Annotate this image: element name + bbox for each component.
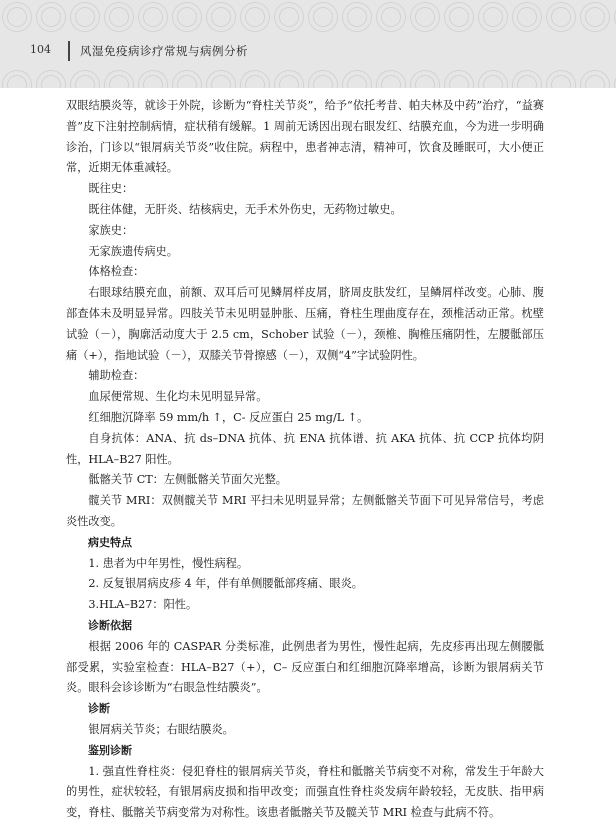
aux-sacroiliac-ct: 骶髂关节 CT：左侧骶髂关节面欠光整。 xyxy=(88,473,287,487)
aux-routine-tests: 血尿便常规、生化均未见明显异常。 xyxy=(88,390,268,404)
auxiliary-exam-heading: 辅助检查： xyxy=(88,369,145,383)
diagnosis-basis-text: 根据 2006 年的 CASPAR 分类标准，此例患者为男性，慢性起病，先皮疹再出现左侧腰骶部受累，实验室检查：HLA–B27（+），C– 反应蛋白和红细胞沉降率增高，诊断为银屑病关节炎。眼科会诊诊断为“右眼急性结膜炎”。 xyxy=(66,639,544,695)
aux-autoantibodies: 自身抗体：ANA、抗 ds–DNA 抗体、抗 ENA 抗体谱、抗 AKA 抗体、抗 CCP 抗体均阴性，HLA–B27 阳性。 xyxy=(66,431,544,466)
diagnosis-heading: 诊断 xyxy=(88,702,110,716)
diagnosis-text: 银屑病关节炎；右眼结膜炎。 xyxy=(88,722,234,736)
aux-hip-mri: 髋关节 MRI：双侧髋关节 MRI 平扫未见明显异常；左侧骶髂关节面下可见异常信号，考虑炎性改变。 xyxy=(66,494,544,528)
family-history-heading: 家族史： xyxy=(88,223,134,237)
page-body xyxy=(66,96,544,824)
book-title: 风湿免疫病诊疗常规与病例分析 xyxy=(80,44,248,58)
feature-item-1: 1. 患者为中年男性，慢性病程。 xyxy=(88,556,249,570)
differential-heading: 鉴别诊断 xyxy=(88,743,132,757)
feature-item-3: 3.HLA–B27：阳性。 xyxy=(88,598,198,612)
history-continuation: 双眼结膜炎等，就诊于外院，诊断为“脊柱关节炎”，给予“依托考昔、帕夫林及中药”治疗，“益赛普”皮下注射控制病情，症状稍有缓解。1 周前无诱因出现右眼发红、结膜充血，今为进一步明确诊治，门诊以“银屑病关节炎”收住院。病程中，患者神志清，精神可，饮食及睡眠可，大小便正常，近期无体重减轻。 xyxy=(66,99,544,175)
diagnosis-basis-heading: 诊断依据 xyxy=(88,618,132,632)
feature-item-2: 2. 反复银屑病皮疹 4 年，伴有单侧腰骶部疼痛、眼炎。 xyxy=(88,577,363,591)
header-divider xyxy=(68,41,70,61)
physical-exam-text: 右眼球结膜充血，前额、双耳后可见鳞屑样皮屑，脐周皮肤发红，呈鳞屑样改变。心肺、腹部查体未及明显异常。四肢关节未见明显肿胀、压痛，脊柱生理曲度存在，颈椎活动正常。枕壁试验（－），胸廓活动度大于 2.5 cm，Schober 试验（－），颈椎、胸椎压痛阴性，左腰骶部压痛（+），指地试验（－），双膝关节骨擦感（－），双侧“4”字试验阴性。 xyxy=(66,286,544,362)
past-history-heading: 既往史： xyxy=(88,182,134,196)
aux-inflammation-markers: 红细胞沉降率 59 mm/h ↑，C- 反应蛋白 25 mg/L ↑。 xyxy=(88,410,369,424)
differential-item-1: 1. 强直性脊柱炎：侵犯脊柱的银屑病关节炎，脊柱和骶髂关节病变不对称，常发生于年龄大的男性，症状较轻，有银屑病皮损和指甲改变；而强直性脊柱炎发病年龄较轻，无皮肤、指甲病变，脊柱、骶髂关节病变常为对称性。该患者骶髂关节及髋关节 MRI 检查与此病不符。 xyxy=(66,764,544,820)
features-heading: 病史特点 xyxy=(88,535,132,549)
physical-exam-heading: 体格检查： xyxy=(88,265,145,279)
past-history-text: 既往体健，无肝炎、结核病史，无手术外伤史，无药物过敏史。 xyxy=(88,202,402,216)
family-history-text: 无家族遗传病史。 xyxy=(88,244,178,258)
page-number: 104 xyxy=(30,43,51,56)
